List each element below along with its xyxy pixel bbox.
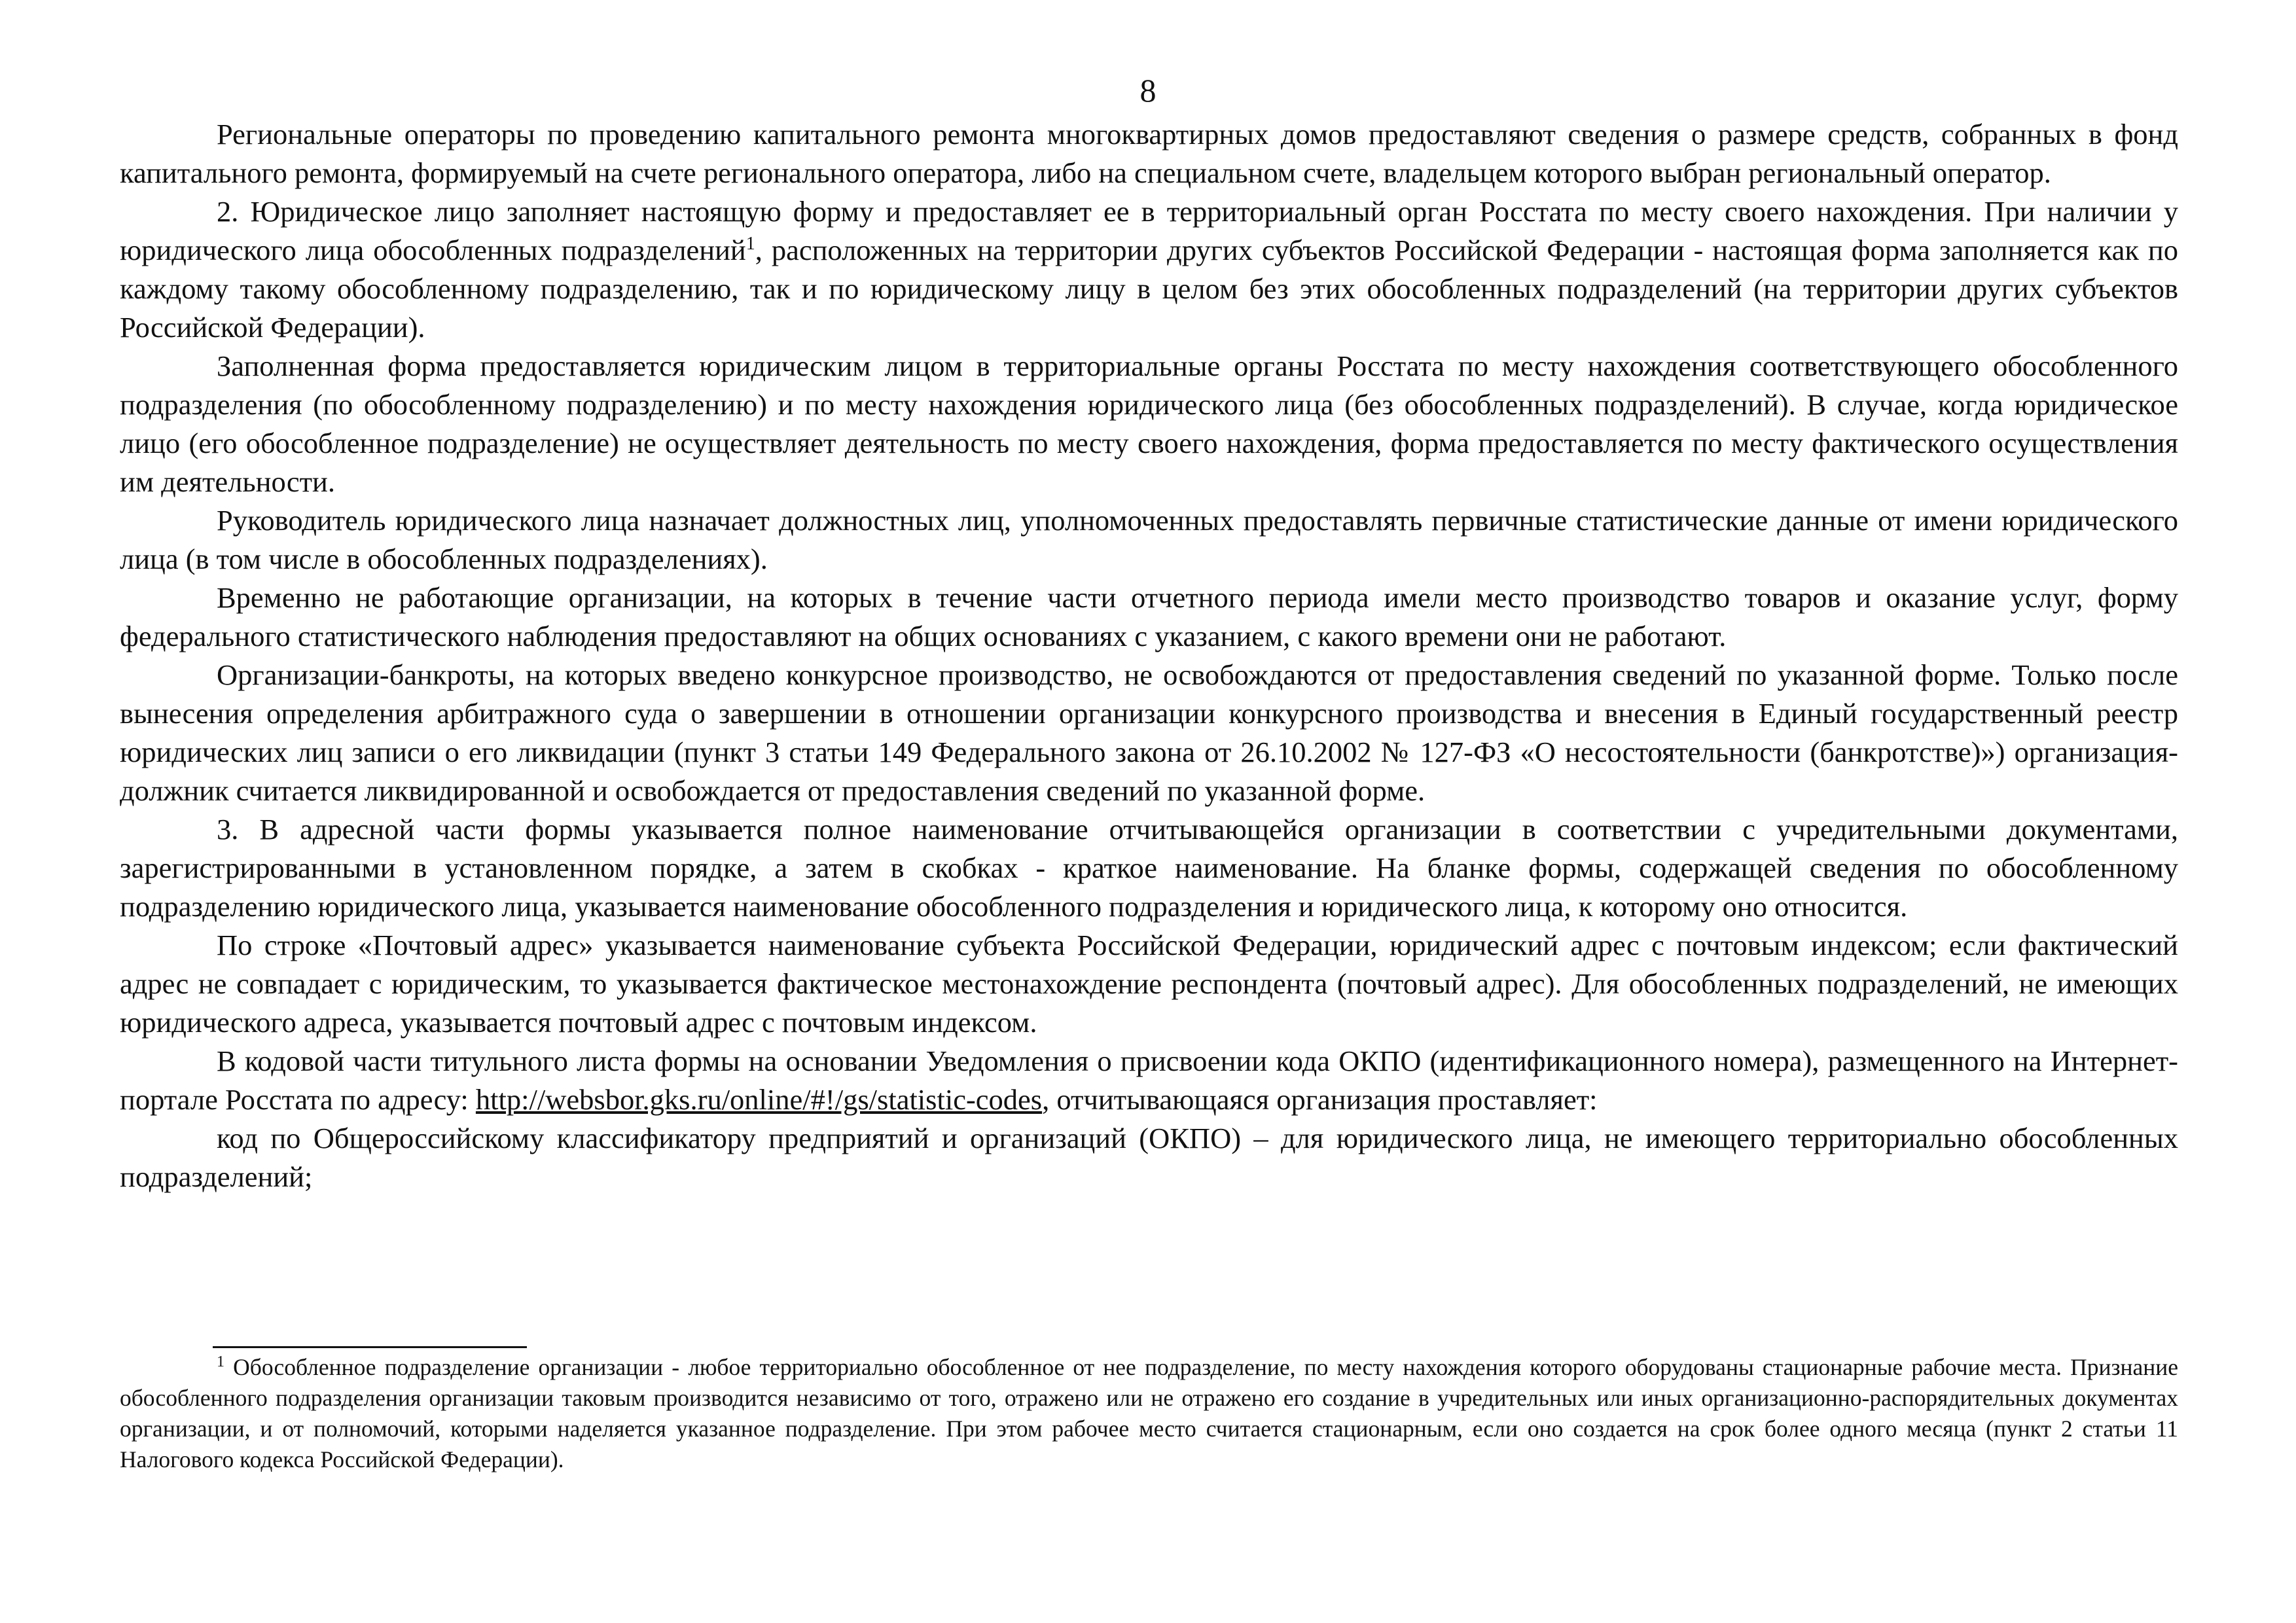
paragraph-filled-form: Заполненная форма предоставляется юридическим лицом в территориальные органы Росстата по месту нахождения соответствующего обособленного подразделения (по обособленному подразделению) и по месту нахождения юридического лица (без обособленных подразделений). В случае, когда юридическое лицо (его обособленное подразделение) не осуществляет деятельность по месту своего нахождения, форма предоставляется по месту фактического осуществления им деятельности. [120,349,2178,498]
paragraph-section-2 [120,192,2178,347]
statistic-codes-link[interactable]: http://websbor.gks.ru/online/#!/gs/statistic-codes [475,1083,1043,1116]
paragraph-temporarily-inactive: Временно не работающие организации, на которых в течение части отчетного периода имели место производство товаров и оказание услуг, форму федерального статистического наблюдения предоставляют на общих основаниях с указанием, с какого времени они не работают. [120,581,2178,652]
footnote [120,1352,2178,1475]
paragraph-regional-operators: Региональные операторы по проведению капитального ремонта многоквартирных домов предоставляют сведения о размере средств, собранных в фонд капитального ремонта, формируемый на счете регионального оператора, либо на специальном счете, владельцем которого выбран региональный оператор. [120,118,2178,189]
paragraph-code-part-text-a: В кодовой части титульного листа формы на основании Уведомления о присвоении кода ОКПО (идентификационного номера), размещенного на Интернет-портале Росстата по адресу: [120,1044,2178,1116]
paragraph-code-part-text-b: , отчитывающаяся организация проставляет: [1042,1083,1598,1116]
paragraph-section-2-text-b: , расположенных на территории других субъектов Российской Федерации - настоящая форма заполняется как по каждому такому обособленному подразделению, так и по юридическому лицу в целом без этих обособленных подразделений (на территории других субъектов Российской Федерации). [120,234,2178,344]
footnote-reference-mark: 1 [745,234,755,255]
paragraph-head-of-entity: Руководитель юридического лица назначает должностных лиц, уполномоченных предоставлять первичные статистические данные от имени юридического лица (в том числе в обособленных подразделениях). [120,504,2178,575]
paragraph-section-2-text-a: 2. Юридическое лицо заполняет настоящую форму и предоставляет ее в территориальный орган Росстата по месту своего нахождения. При наличии у юридического лица обособленных подразделений [120,195,2178,266]
paragraph-okpo-code: код по Общероссийскому классификатору предприятий и организаций (ОКПО) – для юридического лица, не имеющего территориально обособленных подразделений; [120,1122,2178,1193]
paragraph-code-part [120,1042,2178,1119]
paragraph-postal-address: По строке «Почтовый адрес» указывается наименование субъекта Российской Федерации, юридический адрес с почтовым индексом; если фактический адрес не совпадает с юридическим, то указывается фактическое местонахождение респондента (почтовый адрес). Для обособленных подразделений, не имеющих юридического адреса, указывается почтовый адрес с почтовым индексом. [120,929,2178,1039]
paragraph-bankrupt-organizations: Организации-банкроты, на которых введено конкурсное производство, не освобождаются от предоставления сведений по указанной форме. Только после вынесения определения арбитражного суда о завершении в отношении организации конкурсного производства и внесения в Единый государственный реестр юридических лиц записи о его ликвидации (пункт 3 статьи 149 Федерального закона от 26.10.2002 № 127-ФЗ «О несостоятельности (банкротстве)») организация-должник считается ликвидированной и освобождается от предоставления сведений по указанной форме. [120,658,2178,807]
page-number: 8 [1139,72,1157,109]
footnote-mark: 1 [217,1353,224,1371]
footnote-text: Обособленное подразделение организации - любое территориально обособленное от нее подразделение, по месту нахождения которого оборудованы стационарные рабочие места. Признание обособленного подразделения организации таковым производится независимо от того, отражено или не отражено его создание в учредительных или иных организационно-распорядительных документах организации, и от полномочий, которыми наделяется указанное подразделение. При этом рабочее место считается стационарным, если оно создается на срок более одного месяца (пункт 2 статьи 11 Налогового кодекса Российской Федерации). [120,1354,2178,1472]
document-body [120,115,2178,1196]
paragraph-section-3: 3. В адресной части формы указывается полное наименование отчитывающейся организации в соответствии с учредительными документами, зарегистрированными в установленном порядке, а затем в скобках - краткое наименование. На бланке формы, содержащей сведения по обособленному подразделению юридического лица, указывается наименование обособленного подразделения и юридического лица, к которому оно относится. [120,813,2178,923]
footnote-divider [213,1346,527,1348]
